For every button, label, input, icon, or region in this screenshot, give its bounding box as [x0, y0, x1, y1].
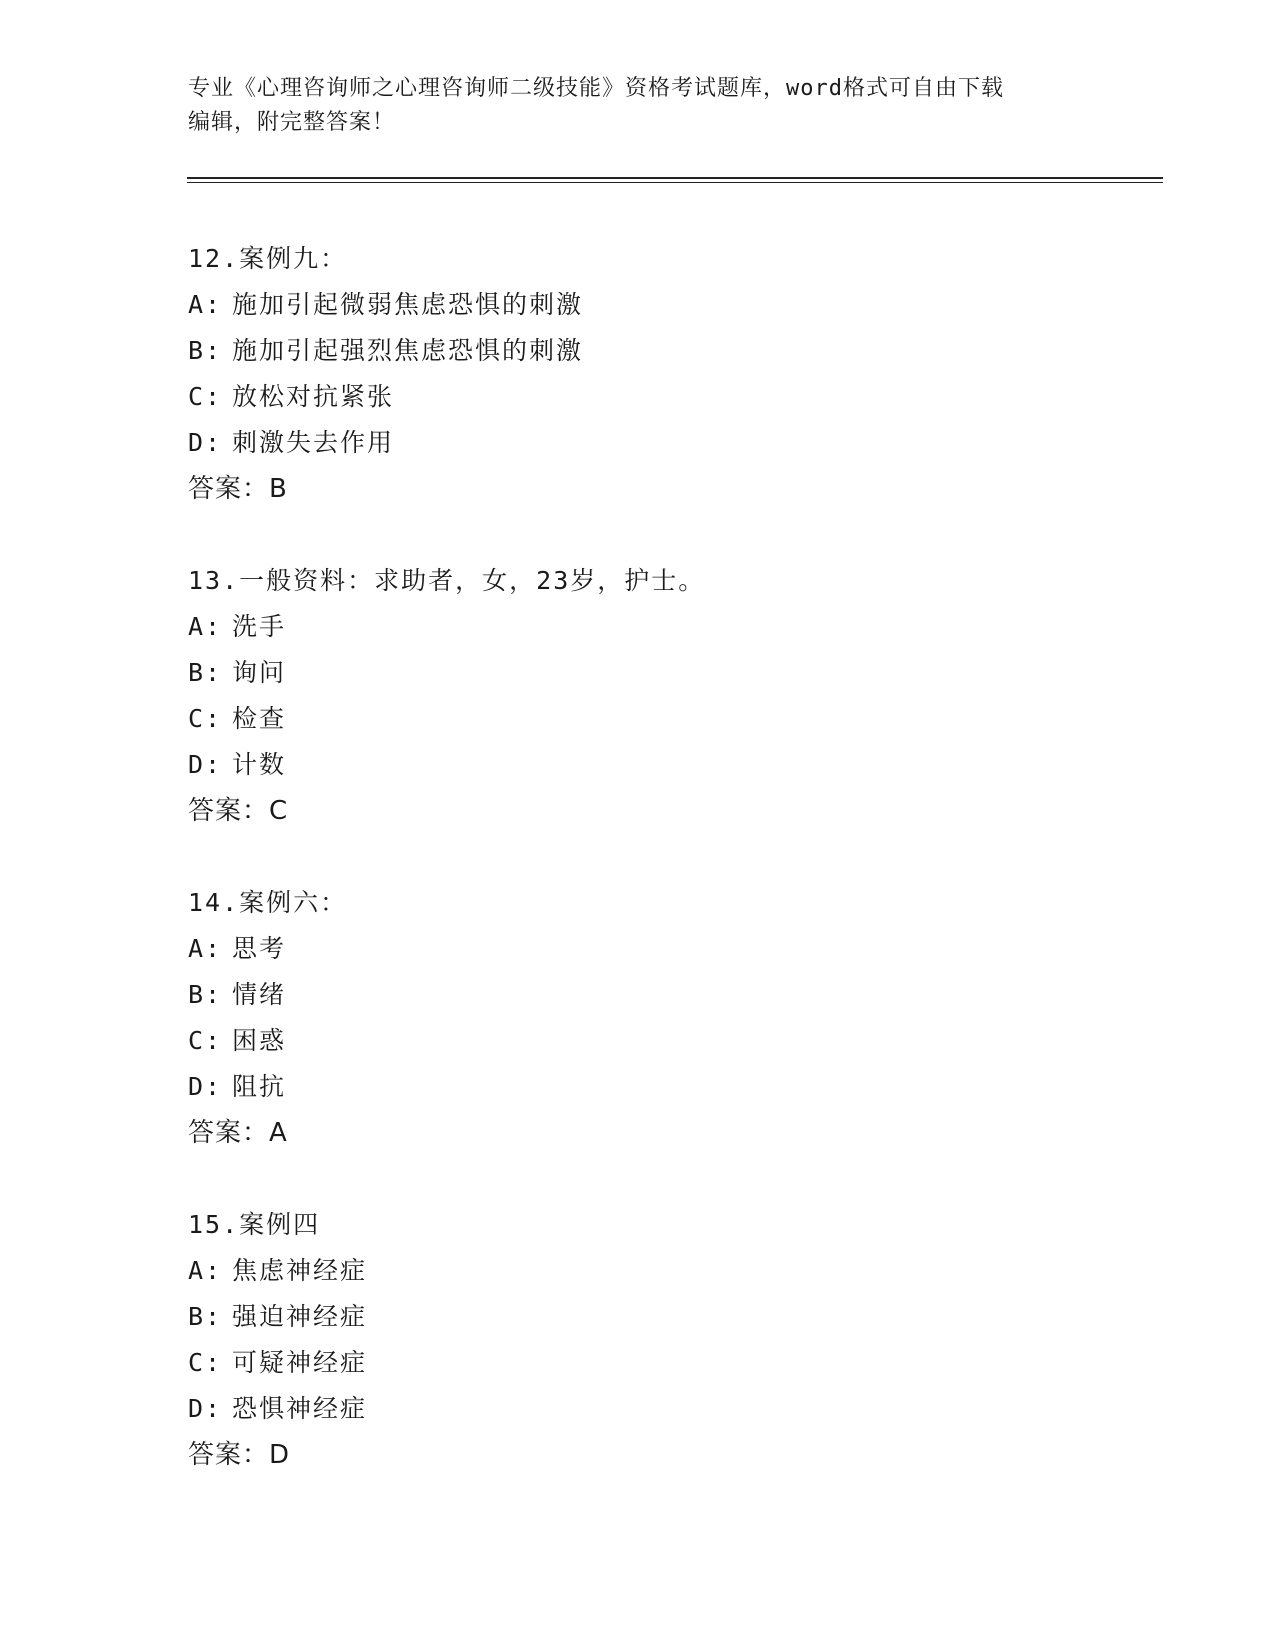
header-line-1: 专业《心理咨询师之心理咨询师二级技能》资格考试题库，word格式可自由下载 — [188, 76, 1004, 101]
option-text: 困惑 — [232, 1026, 287, 1055]
option-text: 情绪 — [232, 980, 287, 1009]
option-text: 检查 — [232, 704, 287, 733]
option-text: 施加引起微弱焦虑恐惧的刺激 — [232, 290, 584, 319]
option-key: D: — [188, 428, 223, 457]
question-15 — [188, 1202, 1138, 1478]
option-b — [188, 328, 1138, 374]
option-text: 强迫神经症 — [232, 1302, 368, 1331]
question-14 — [188, 880, 1138, 1156]
option-c — [188, 374, 1138, 420]
option-key: B: — [188, 658, 223, 687]
answer-line: 答案：C — [188, 796, 289, 826]
header-divider-thick — [187, 177, 1163, 179]
option-text: 恐惧神经症 — [232, 1394, 368, 1423]
option-key: C: — [188, 1348, 223, 1377]
option-key: B: — [188, 980, 223, 1009]
answer-line: 答案：A — [188, 1118, 288, 1148]
option-key: C: — [188, 704, 223, 733]
option-a — [188, 604, 1138, 650]
option-text: 放松对抗紧张 — [232, 382, 395, 411]
option-text: 施加引起强烈焦虑恐惧的刺激 — [232, 336, 584, 365]
option-text: 焦虑神经症 — [232, 1256, 368, 1285]
question-stem: 13.一般资料：求助者，女，23岁，护士。 — [188, 566, 706, 595]
option-d — [188, 742, 1138, 788]
option-d — [188, 420, 1138, 466]
option-b — [188, 650, 1138, 696]
option-c — [188, 1340, 1138, 1386]
option-text: 刺激失去作用 — [232, 428, 395, 457]
option-key: C: — [188, 1026, 223, 1055]
option-key: A: — [188, 1256, 223, 1285]
option-key: C: — [188, 382, 223, 411]
question-stem: 12.案例九： — [188, 244, 348, 273]
option-key: D: — [188, 1394, 223, 1423]
option-text: 思考 — [232, 934, 287, 963]
option-key: D: — [188, 750, 223, 779]
question-list — [188, 236, 1138, 1524]
option-a — [188, 1248, 1138, 1294]
option-text: 计数 — [232, 750, 287, 779]
option-b — [188, 972, 1138, 1018]
question-13 — [188, 558, 1138, 834]
option-key: D: — [188, 1072, 223, 1101]
option-a — [188, 926, 1138, 972]
question-stem: 15.案例四 — [188, 1210, 321, 1239]
option-b — [188, 1294, 1138, 1340]
option-d — [188, 1064, 1138, 1110]
answer-line: 答案：B — [188, 474, 288, 504]
option-text: 洗手 — [232, 612, 287, 641]
option-key: A: — [188, 612, 223, 641]
option-key: B: — [188, 336, 223, 365]
option-c — [188, 1018, 1138, 1064]
option-text: 可疑神经症 — [232, 1348, 368, 1377]
header-divider-thin — [187, 182, 1163, 183]
answer-line: 答案：D — [188, 1440, 291, 1470]
header-line-2: 编辑，附完整答案！ — [188, 110, 396, 135]
option-c — [188, 696, 1138, 742]
question-12 — [188, 236, 1138, 512]
option-key: B: — [188, 1302, 223, 1331]
question-stem: 14.案例六： — [188, 888, 348, 917]
document-header — [188, 72, 1068, 140]
option-d — [188, 1386, 1138, 1432]
option-key: A: — [188, 934, 223, 963]
option-text: 阻抗 — [232, 1072, 287, 1101]
option-text: 询问 — [232, 658, 287, 687]
option-key: A: — [188, 290, 223, 319]
option-a — [188, 282, 1138, 328]
